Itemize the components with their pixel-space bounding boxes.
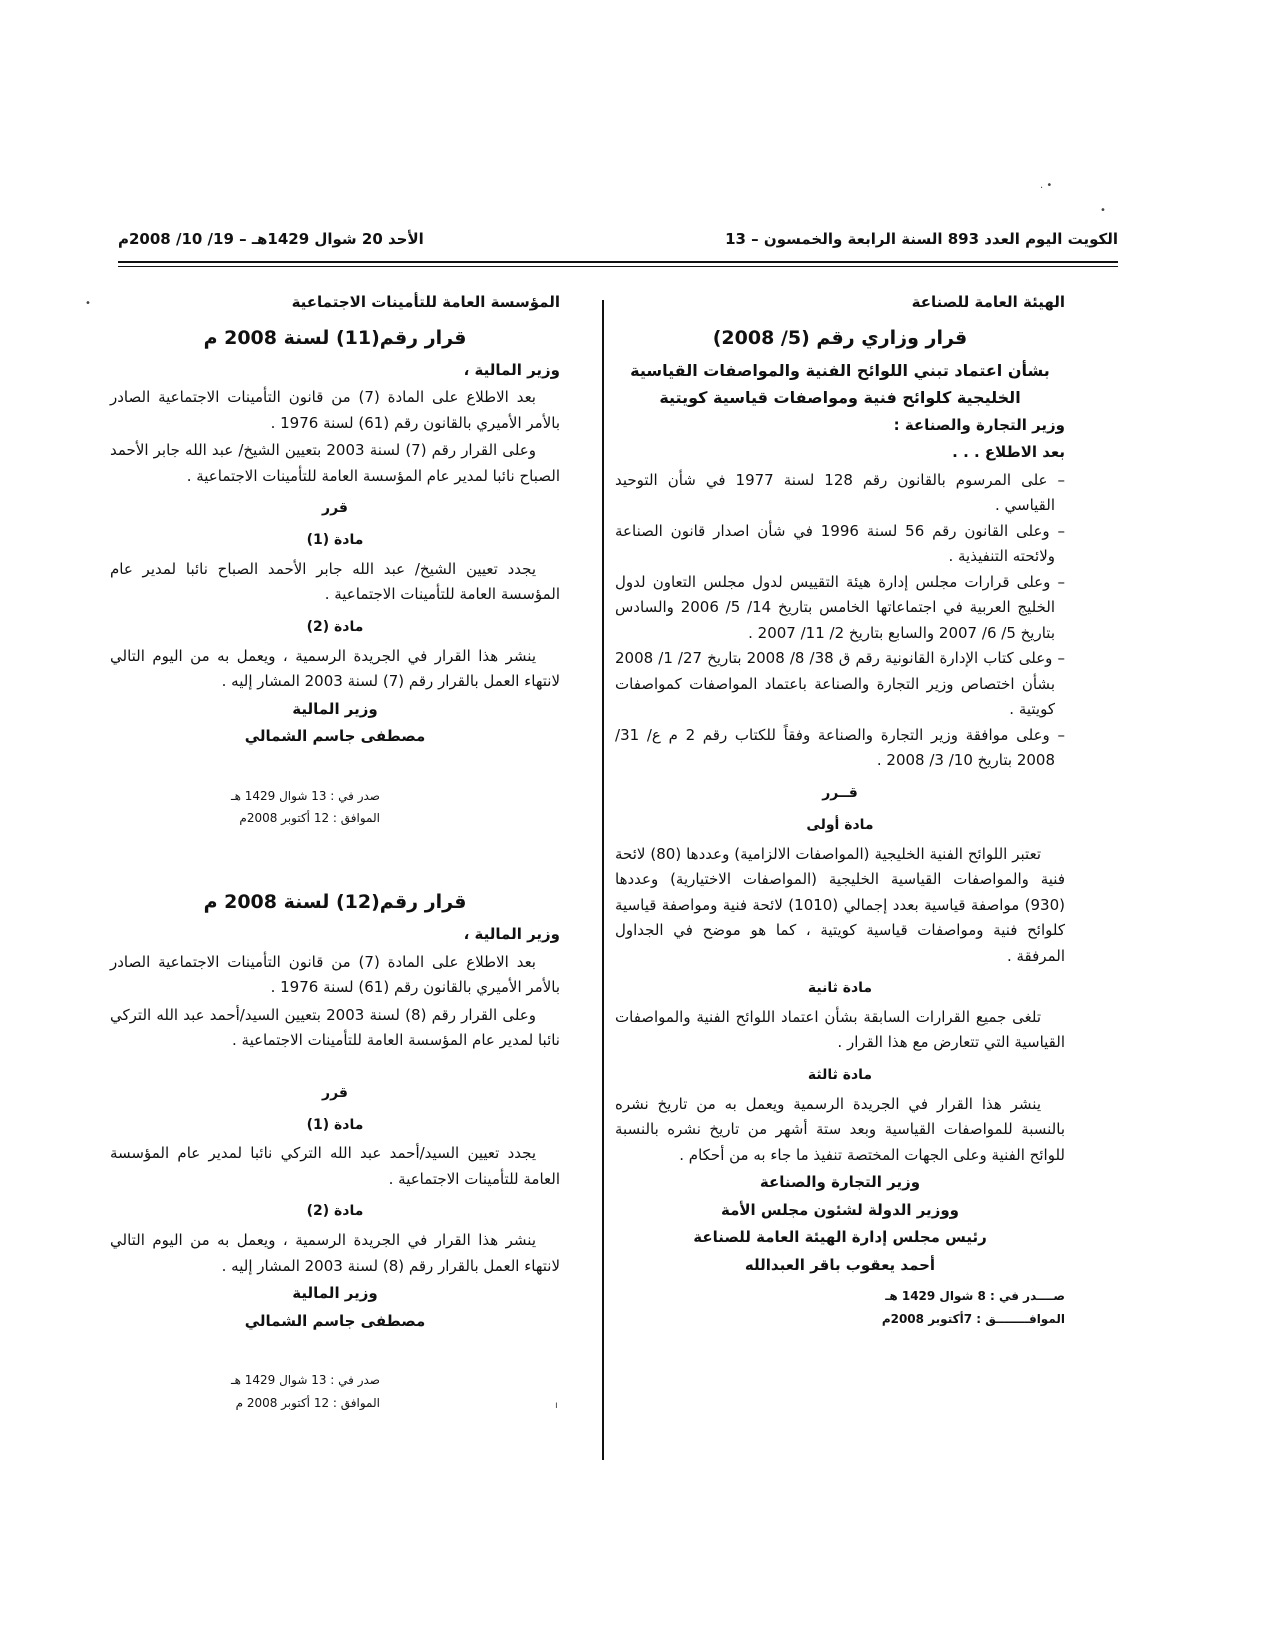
signature-title-1: وزير التجارة والصناعة	[759, 1173, 921, 1192]
right-column	[615, 290, 1065, 1331]
signature-title-3: رئيس مجلس إدارة الهيئة العامة للصناعة	[693, 1228, 987, 1247]
left-column-decision-11	[110, 290, 560, 830]
decision-subtitle-2: الخليجية كلوائح فنية ومواصفات قياسية كويتية	[659, 388, 1021, 408]
corresponding-date: الموافق : 12 أكتوبر 2008 م	[235, 1395, 380, 1410]
minister-line: وزير التجارة والصناعة :	[893, 415, 1065, 434]
header-date: الأحد 20 شوال 1429هـ – 19/ 10/ 2008م	[118, 230, 424, 248]
page-header	[118, 226, 1118, 256]
preamble-item: – وعلى قرارات مجلس إدارة هيئة التقييس لدول مجلس التعاون لدول الخليج العربية في اجتماعاتها الخامس بتاريخ 14/ 5/ 2006 والسادس بتاريخ 5/ 6/ 2007 والسابع بتاريخ 2/ 11/ 2007 .	[615, 572, 1065, 642]
decision-subtitle-1: بشأن اعتماد تبني اللوائح الفنية والمواصفات القياسية	[630, 360, 1050, 380]
decided-heading: قرر	[322, 1084, 348, 1101]
article-2-title: مادة (2)	[306, 618, 364, 635]
corresponding-date: الموافق : 12 أكتوبر 2008م	[239, 811, 380, 826]
signature-title: وزير المالية	[292, 699, 378, 718]
decision-title: قرار وزاري رقم (5/ 2008)	[712, 326, 968, 349]
signature-name: أحمد يعقوب باقر العبدالله	[744, 1255, 936, 1274]
header-issue-info: الكويت اليوم العدد 893 السنة الرابعة والخمسون – 13	[725, 230, 1118, 248]
decided-heading: قرر	[322, 500, 348, 517]
minister-line: وزير المالية ،	[463, 925, 560, 944]
article-1-title: مادة (1)	[306, 532, 364, 549]
issue-date: صــــدر في : 8 شوال 1429 هـ	[885, 1289, 1065, 1304]
preamble-paragraph: بعد الاطلاع على المادة (7) من قانون التأمينات الاجتماعية الصادر بالأمر الأميري بالقانون رقم (61) لسنة 1976 .	[110, 388, 560, 432]
preamble-paragraph: وعلى القرار رقم (8) لسنة 2003 بتعيين السيد/أحمد عبد الله التركي نائبا لمدير عام المؤسسة العامة للتأمينات الاجتماعية .	[110, 1005, 560, 1050]
article-2-text: تلغى جميع القرارات السابقة بشأن اعتماد اللوائح الفنية والمواصفات القياسية التي تتعارض مع هذا القرار .	[615, 1007, 1065, 1052]
decision-12-title: قرار رقم(12) لسنة 2008 م	[203, 891, 467, 913]
article-2-text: ينشر هذا القرار في الجريدة الرسمية ، ويعمل به من اليوم التالي لانتهاء العمل بالقرار رقم (8) لسنة 2003 المشار إليه .	[110, 1231, 560, 1275]
article-3-text: ينشر هذا القرار في الجريدة الرسمية ويعمل به من تاريخ نشره بالنسبة للمواصفات القياسية وبعد ستة أشهر من تاريخ نشره بالنسبة للوائح الفنية وعلى الجهات المختصة تنفيذ ما جاء به من أحكام .	[615, 1094, 1065, 1164]
decision-11-title: قرار رقم(11) لسنة 2008 م	[203, 326, 467, 349]
preamble-item: – على المرسوم بالقانون رقم 128 لسنة 1977 في شأن التوحيد القياسي .	[615, 470, 1065, 515]
preamble-item: – وعلى كتاب الإدارة القانونية رقم ق 38/ 8/ 2008 بتاريخ 27/ 1/ 2008 بشأن اختصاص وزير التجارة والصناعة باعتماد المواصفات كمواصفات كويتية .	[615, 649, 1065, 719]
preamble-paragraph: وعلى القرار رقم (7) لسنة 2003 بتعيين الشيخ/ عبد الله جابر الأحمد الصباح نائبا لمدير عام المؤسسة العامة للتأمينات الاجتماعية .	[110, 441, 560, 485]
left-column-decision-12	[110, 880, 560, 1415]
column-divider	[602, 300, 604, 1460]
signature-name: مصطفى جاسم الشمالي	[244, 1311, 426, 1330]
header-rule-thin	[118, 266, 1118, 267]
preamble-item: – وعلى القانون رقم 56 لسنة 1996 في شأن اصدار قانون الصناعة ولائحته التنفيذية .	[615, 521, 1066, 566]
corresponding-date: الموافــــــــق : 7أكتوبر 2008م	[881, 1311, 1065, 1326]
scan-speck: • .	[1040, 180, 1053, 191]
issue-date: صدر في : 13 شوال 1429 هـ	[231, 788, 380, 803]
header-rule-thick	[118, 261, 1118, 263]
org-name: الهيئة العامة للصناعة	[911, 293, 1065, 311]
preamble-paragraph: بعد الاطلاع على المادة (7) من قانون التأمينات الاجتماعية الصادر بالأمر الأميري بالقانون رقم (61) لسنة 1976 .	[110, 952, 560, 997]
issue-date: صدر في : 13 شوال 1429 هـ	[231, 1373, 380, 1388]
article-2-title: مادة ثانية	[807, 980, 873, 997]
signature-title: وزير المالية	[292, 1284, 378, 1303]
scan-speck: ı	[555, 1400, 558, 1411]
minister-line: وزير المالية ،	[463, 360, 560, 379]
preamble-item: – وعلى موافقة وزير التجارة والصناعة وفقاً للكتاب رقم 2 م ع/ 31/ 2008 بتاريخ 10/ 3/ 2008 .	[615, 725, 1065, 770]
article-2-text: ينشر هذا القرار في الجريدة الرسمية ، ويعمل به من اليوم التالي لانتهاء العمل بالقرار رقم (7) لسنة 2003 المشار إليه .	[110, 646, 560, 691]
scan-speck: •	[85, 298, 91, 309]
scan-speck: •	[1100, 205, 1106, 216]
article-1-title: مادة (1)	[306, 1116, 364, 1133]
signature-name: مصطفى جاسم الشمالي	[244, 727, 426, 746]
signature-title-2: ووزير الدولة لشئون مجلس الأمة	[721, 1200, 959, 1219]
after-review: بعد الاطلاع . . .	[952, 443, 1065, 462]
article-2-title: مادة (2)	[306, 1203, 364, 1220]
decided-heading: قــرر	[822, 784, 858, 801]
article-1-title: مادة أولى	[806, 816, 874, 833]
article-1-text: يجدد تعيين السيد/أحمد عبد الله التركي نائبا لمدير عام المؤسسة العامة للتأمينات الاجتماعية .	[110, 1144, 560, 1188]
article-1-text: تعتبر اللوائح الفنية الخليجية (المواصفات الالزامية) وعددها (80) لائحة فنية والمواصفات القياسية الخليجية (المواصفات الاختيارية) وعددها (930) مواصفة قياسية بعدد إجمالي (1010) لائحة فنية ومواصفة قياسية كلوائح فنية ومواصفات قياسية كويتية ، كما هو موضح في الجداول المرفقة .	[615, 844, 1065, 965]
org-name: المؤسسة العامة للتأمينات الاجتماعية	[291, 293, 560, 311]
article-3-title: مادة ثالثة	[807, 1066, 873, 1083]
article-1-text: يجدد تعيين الشيخ/ عبد الله جابر الأحمد الصباح نائبا لمدير عام المؤسسة العامة للتأمينات الاجتماعية .	[110, 559, 560, 604]
